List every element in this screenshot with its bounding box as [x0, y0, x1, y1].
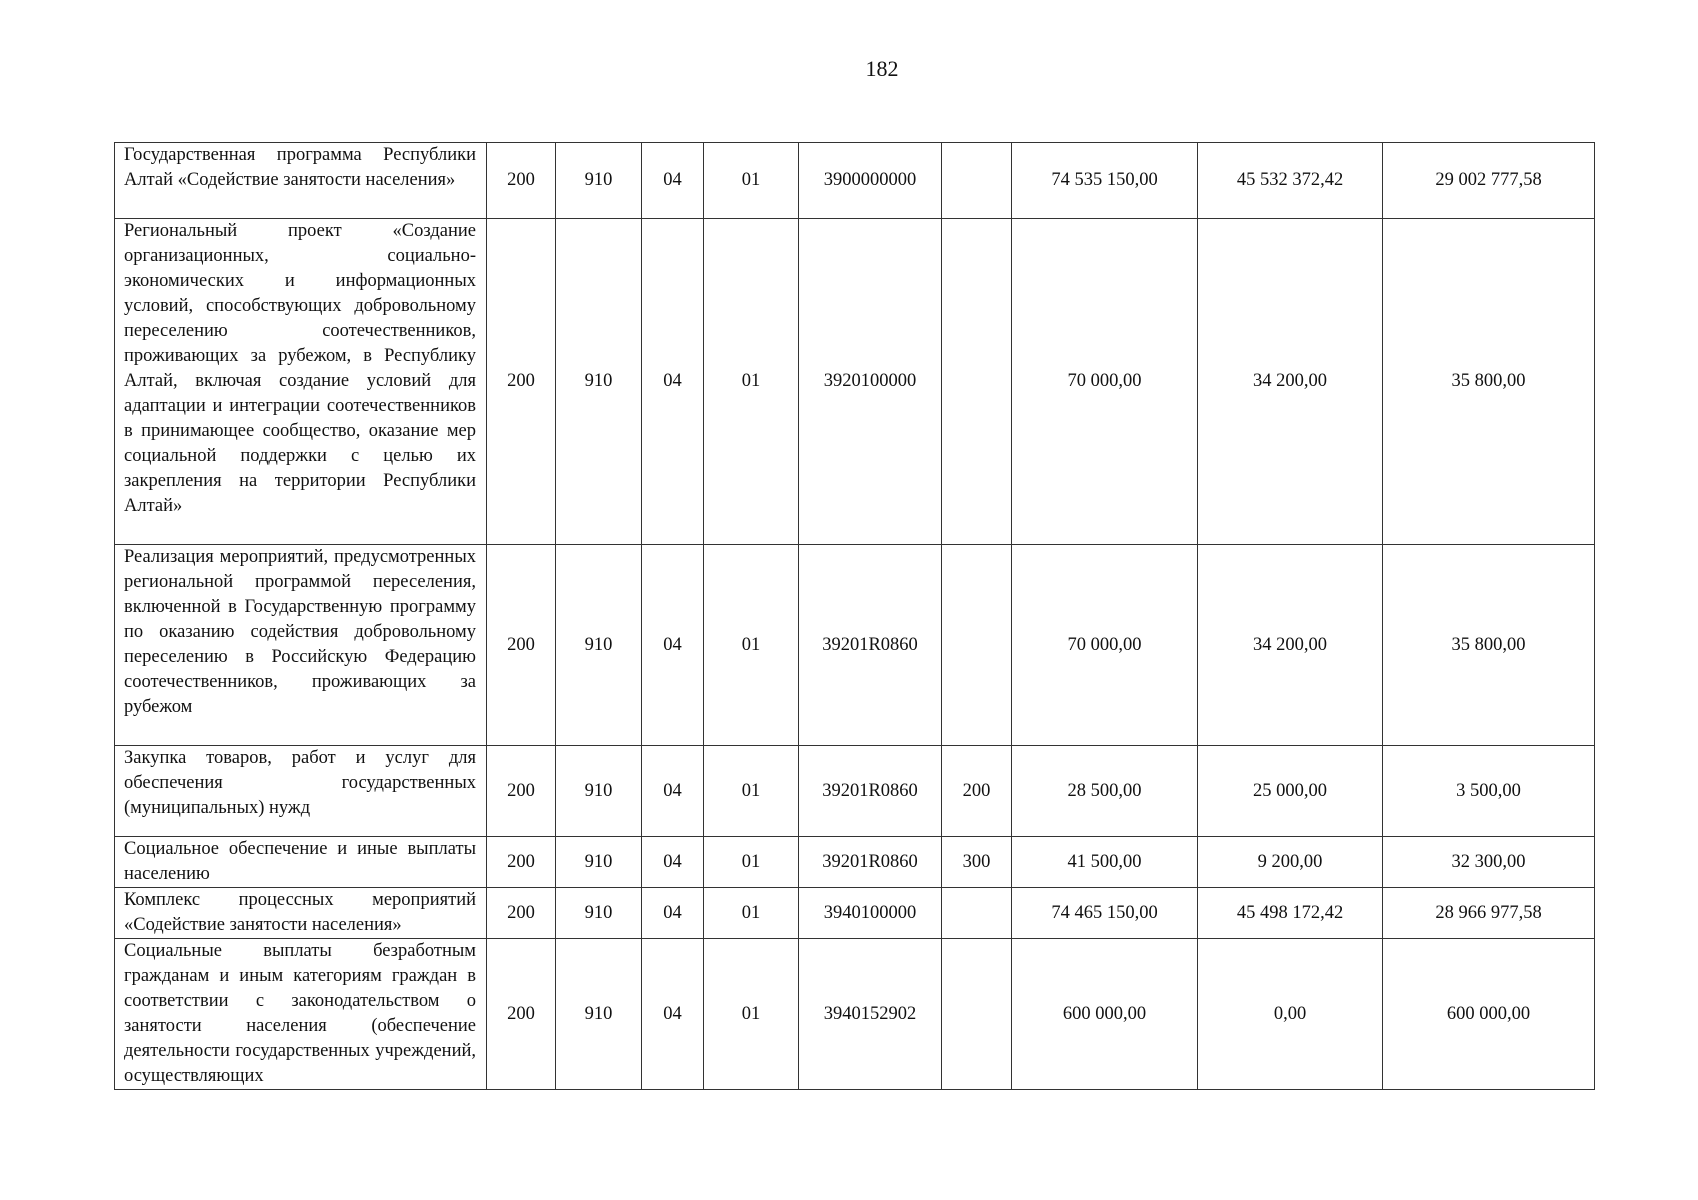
cell-code-1: 200 — [487, 545, 556, 746]
cell-code-2: 910 — [556, 746, 642, 837]
cell-amount-1: 74 535 150,00 — [1012, 143, 1198, 219]
cell-code-3: 04 — [642, 888, 704, 939]
cell-amount-3: 35 800,00 — [1383, 545, 1595, 746]
table-row — [115, 219, 1595, 545]
cell-target-code: 39201R0860 — [799, 545, 942, 746]
row-description: Региональный проект «Создание организационных, социально-экономических и информационных условий, способствующих добровольному переселению соотечественников, проживающих за рубежом, в Республику Алтай, включая создание условий для адаптации и интеграции соотечественников в принимающее сообщество, оказание мер социальной поддержки с целью их закрепления на территории Республики Алтай» — [115, 219, 487, 545]
table-row — [115, 746, 1595, 837]
table-row — [115, 545, 1595, 746]
cell-code-2: 910 — [556, 219, 642, 545]
cell-amount-1: 28 500,00 — [1012, 746, 1198, 837]
cell-amount-2: 34 200,00 — [1198, 545, 1383, 746]
cell-target-code: 39201R0860 — [799, 837, 942, 888]
cell-code-1: 200 — [487, 219, 556, 545]
cell-amount-1: 600 000,00 — [1012, 939, 1198, 1090]
cell-amount-2: 34 200,00 — [1198, 219, 1383, 545]
cell-code-2: 910 — [556, 545, 642, 746]
row-description: Государственная программа Республики Алтай «Содействие занятости населения» — [115, 143, 487, 219]
cell-amount-3: 35 800,00 — [1383, 219, 1595, 545]
cell-amount-3: 600 000,00 — [1383, 939, 1595, 1090]
cell-amount-1: 70 000,00 — [1012, 219, 1198, 545]
cell-code-1: 200 — [487, 939, 556, 1090]
table-row — [115, 888, 1595, 939]
cell-code-3: 04 — [642, 837, 704, 888]
cell-target-code: 3900000000 — [799, 143, 942, 219]
table-row — [115, 837, 1595, 888]
cell-amount-3: 3 500,00 — [1383, 746, 1595, 837]
cell-target-code: 39201R0860 — [799, 746, 942, 837]
cell-expense-type: 300 — [942, 837, 1012, 888]
cell-code-3: 04 — [642, 219, 704, 545]
page-number: 182 — [865, 56, 899, 81]
cell-code-4: 01 — [704, 143, 799, 219]
cell-amount-2: 45 532 372,42 — [1198, 143, 1383, 219]
cell-code-1: 200 — [487, 746, 556, 837]
cell-target-code: 3920100000 — [799, 219, 942, 545]
table-row — [115, 939, 1595, 1090]
row-description: Социальное обеспечение и иные выплаты населению — [115, 837, 487, 888]
cell-amount-2: 9 200,00 — [1198, 837, 1383, 888]
cell-expense-type — [942, 545, 1012, 746]
cell-amount-2: 0,00 — [1198, 939, 1383, 1090]
cell-code-2: 910 — [556, 888, 642, 939]
cell-code-2: 910 — [556, 837, 642, 888]
cell-code-1: 200 — [487, 837, 556, 888]
cell-amount-2: 25 000,00 — [1198, 746, 1383, 837]
cell-code-4: 01 — [704, 219, 799, 545]
row-description: Комплекс процессных мероприятий «Содействие занятости населения» — [115, 888, 487, 939]
cell-code-3: 04 — [642, 746, 704, 837]
cell-amount-1: 74 465 150,00 — [1012, 888, 1198, 939]
cell-code-1: 200 — [487, 888, 556, 939]
row-description: Реализация мероприятий, предусмотренных региональной программой переселения, включенной в Государственную программу по оказанию содействия добровольному переселению в Российскую Федерацию соотечественников, проживающих за рубежом — [115, 545, 487, 746]
budget-table — [114, 142, 1595, 1090]
cell-expense-type — [942, 219, 1012, 545]
cell-code-2: 910 — [556, 143, 642, 219]
cell-expense-type — [942, 143, 1012, 219]
cell-expense-type — [942, 939, 1012, 1090]
cell-code-4: 01 — [704, 888, 799, 939]
table-row — [115, 143, 1595, 219]
cell-amount-3: 28 966 977,58 — [1383, 888, 1595, 939]
cell-expense-type: 200 — [942, 746, 1012, 837]
cell-code-3: 04 — [642, 545, 704, 746]
cell-amount-1: 41 500,00 — [1012, 837, 1198, 888]
cell-code-1: 200 — [487, 143, 556, 219]
cell-amount-3: 32 300,00 — [1383, 837, 1595, 888]
cell-code-3: 04 — [642, 143, 704, 219]
cell-amount-2: 45 498 172,42 — [1198, 888, 1383, 939]
cell-code-4: 01 — [704, 837, 799, 888]
cell-amount-1: 70 000,00 — [1012, 545, 1198, 746]
cell-code-2: 910 — [556, 939, 642, 1090]
cell-code-3: 04 — [642, 939, 704, 1090]
row-description: Социальные выплаты безработным гражданам и иным категориям граждан в соответствии с законодательством о занятости населения (обеспечение деятельности государственных учреждений, осуществляющих — [115, 939, 487, 1090]
row-description: Закупка товаров, работ и услуг для обеспечения государственных (муниципальных) нужд — [115, 746, 487, 837]
cell-code-4: 01 — [704, 545, 799, 746]
cell-code-4: 01 — [704, 939, 799, 1090]
cell-code-4: 01 — [704, 746, 799, 837]
cell-expense-type — [942, 888, 1012, 939]
cell-target-code: 3940100000 — [799, 888, 942, 939]
cell-target-code: 3940152902 — [799, 939, 942, 1090]
cell-amount-3: 29 002 777,58 — [1383, 143, 1595, 219]
